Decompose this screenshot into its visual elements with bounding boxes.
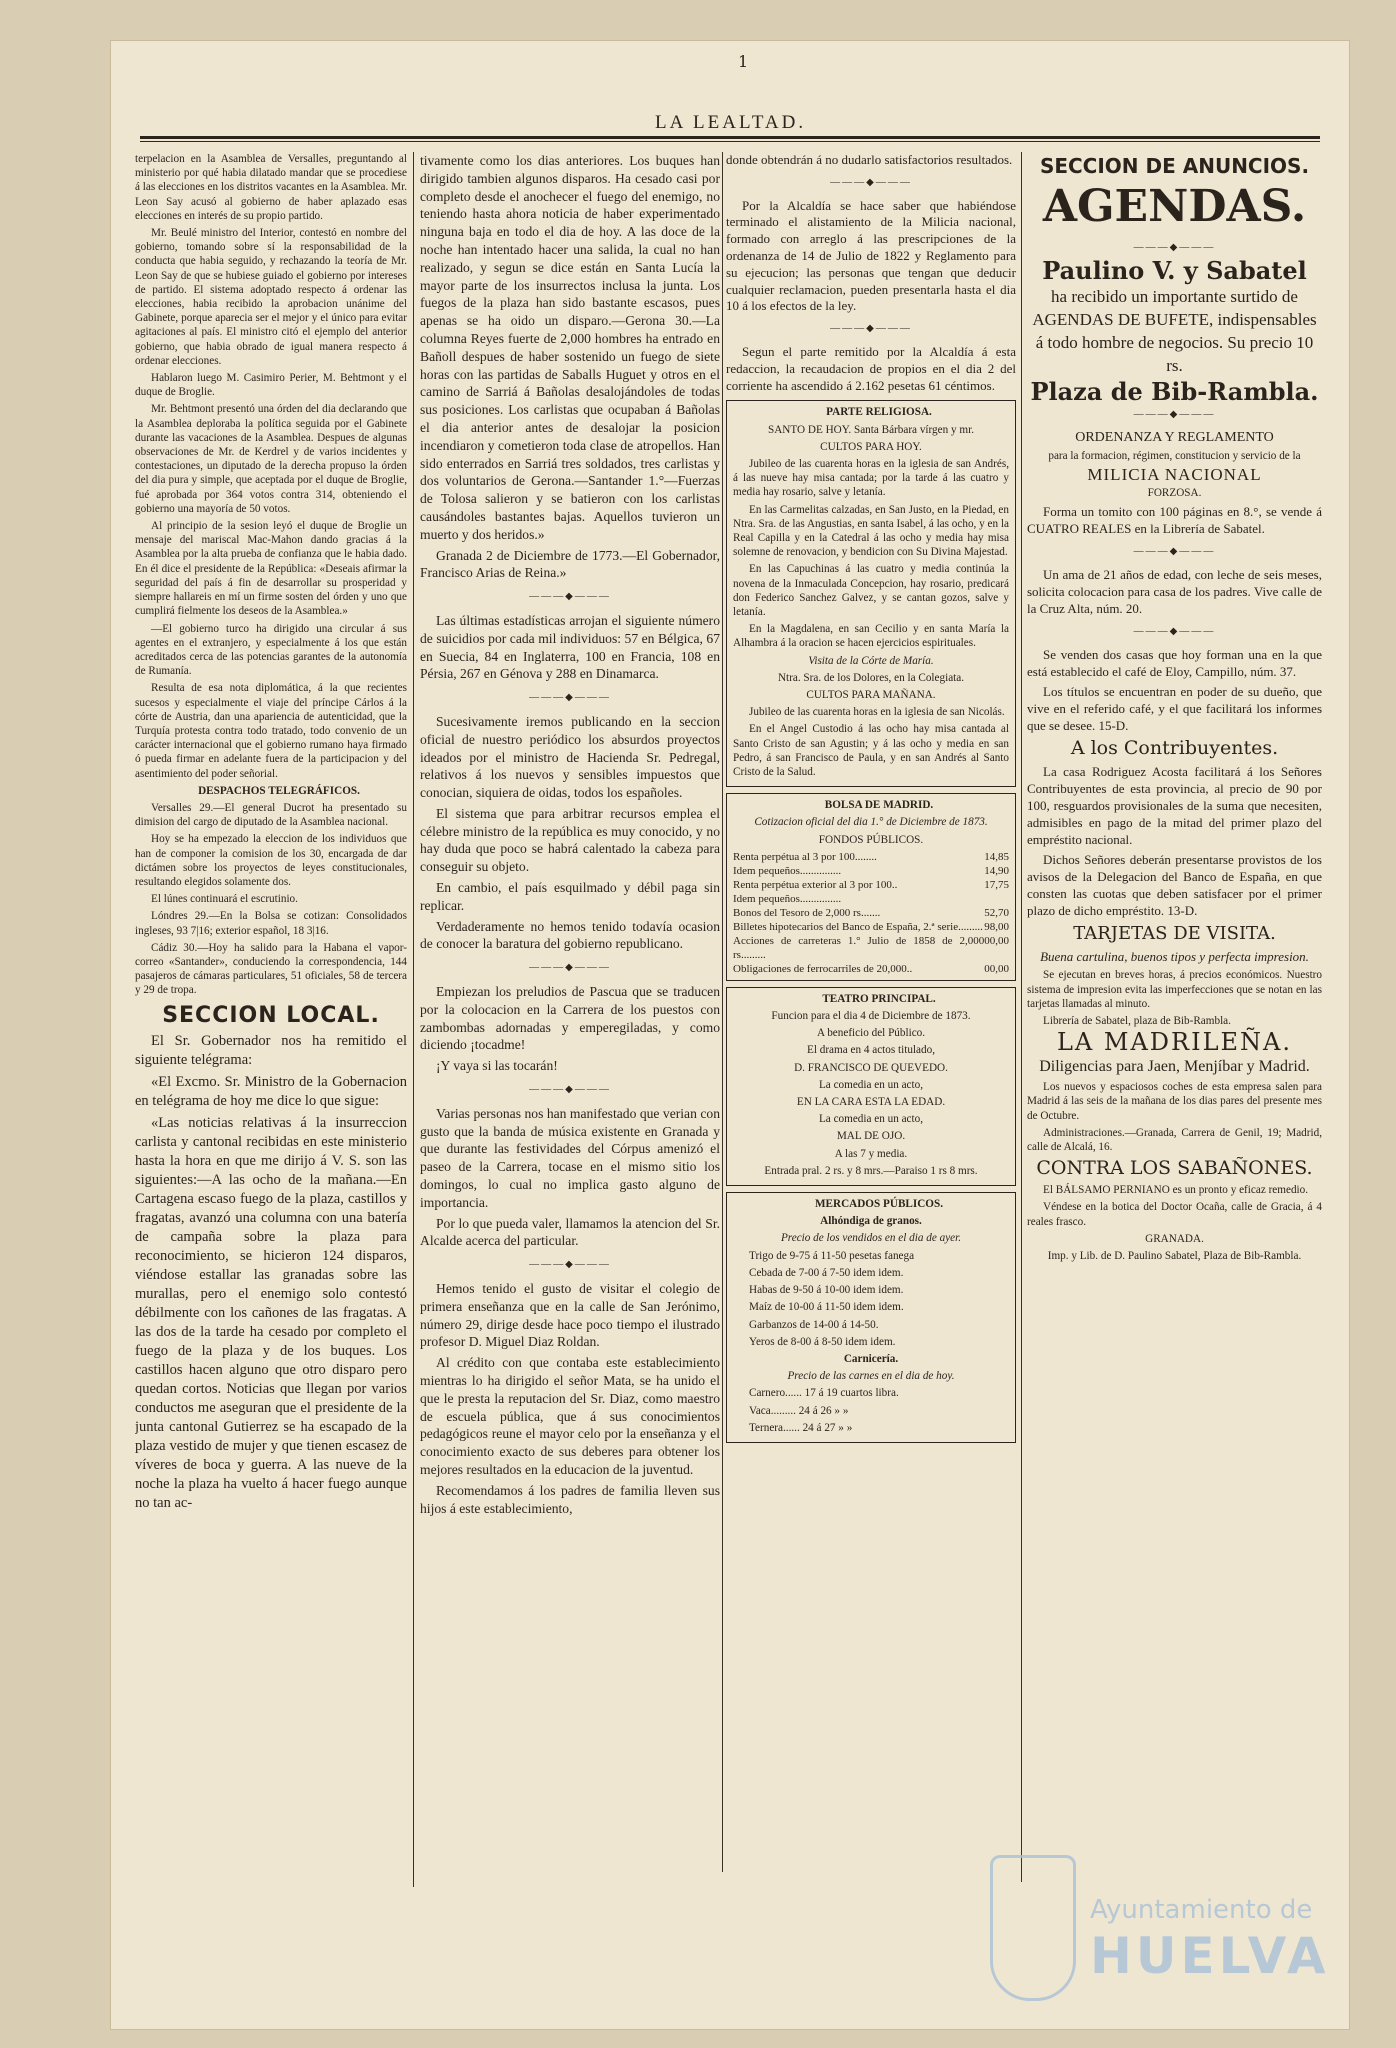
paragraph: En la Magdalena, en san Cecilio y en santa María la Alhambra á la oracion se hacen ejercicios espirituales. <box>733 623 1009 650</box>
section-heading: MERCADOS PÚBLICOS. <box>814 1198 944 1211</box>
row-label: Acciones de carreteras 1.° Julio de 1858 de 2,000 rs......... <box>733 934 985 961</box>
paragraph: Por lo que pueda valer, llamamos la atencion del Sr. Alcalde acerca del particular. <box>420 1215 720 1249</box>
column-1 <box>135 152 407 1952</box>
page-mark: 1 <box>738 52 749 71</box>
ornament-divider: ———◆——— <box>830 323 912 335</box>
row-value: 00,00 <box>984 934 1009 947</box>
line: Maíz de 10-00 á 11-50 idem idem. <box>749 1301 904 1314</box>
ad-text: Se venden dos casas que hoy forman una en la que está establecido el café de Eloy, Campillo, núm. 37. <box>1027 647 1322 680</box>
subheading: Carnicería. <box>843 1352 899 1365</box>
ornament-divider: ———◆——— <box>1133 546 1216 558</box>
ad-text: Véndese en la botica del Doctor Ocaña, calle de Gracia, á 4 reales frasco. <box>1027 1201 1322 1228</box>
line: Habas de 9-50 á 10-00 idem idem. <box>749 1284 904 1297</box>
table-row <box>733 878 1009 892</box>
paragraph: Empiezan los preludios de Pascua que se traducen por la colocacion en la Carrera de los puestos con zambombas adornadas y emperegiladas, y como diciendo ¡tocadme! <box>420 984 720 1053</box>
subheading: Alhóndiga de granos. <box>820 1215 922 1228</box>
paragraph: Hablaron luego M. Casimiro Perier, M. Behtmont y el duque de Broglie. <box>135 372 407 399</box>
ornament-divider: ———◆——— <box>830 176 912 188</box>
column-3 <box>726 152 1016 1872</box>
header-rule <box>140 136 1320 139</box>
shield-icon <box>990 1855 1076 2001</box>
ad-text: Los títulos se encuentran en poder de su dueño, que vive en el referido café, y el que facilitará los informes que se desee. 15-D. <box>1027 684 1322 734</box>
table-row <box>733 864 1009 878</box>
ad-text: Los nuevos y espaciosos coches de esta empresa salen para Madrid á las seis de la mañana de los dias pares del presente mes de Octubre. <box>1027 1081 1322 1122</box>
imprint: Imp. y Lib. de D. Paulino Sabatel, Plaza de Bib-Rambla. <box>1047 1250 1302 1263</box>
paragraph: Al principio de la sesion leyó el duque de Broglie un mensaje del mariscal Mac-Mahon dando gracias á la Asamblea por la alta prueba de confianza que le habia dado. En él dice el presidente de la República: «Deseais afirmar la seguridad del país á fin de desarrollar su prosperidad y siempre hallareis en mí un firme sosten del órden y uno que cumplirá fielmente los deseos de la Asamblea.» <box>135 520 407 618</box>
paragraph: ¡Y vaya si las tocarán! <box>436 1058 558 1074</box>
markets-section <box>726 1192 1016 1443</box>
line: La comedia en un acto, <box>818 1078 924 1091</box>
section-title: SECCION DE ANUNCIOS. <box>1039 154 1310 178</box>
table-row <box>733 962 1009 976</box>
table-row <box>733 906 1009 920</box>
line: Entrada pral. 2 rs. y 8 mrs.—Paraiso 1 rs 8 mrs. <box>764 1164 978 1177</box>
paragraph: En cambio, el país esquilmado y débil paga sin replicar. <box>420 880 720 913</box>
stock-exchange-section <box>726 793 1016 981</box>
ad-text: Librería de Sabatel, plaza de Bib-Rambla. <box>1043 1015 1231 1028</box>
column-divider <box>1021 152 1022 1882</box>
ornament-divider: ———◆——— <box>1133 409 1216 420</box>
paragraph: Resulta de esa nota diplomática, á la que recientes sucesos y especialmente el viaje del príncipe Cárlos á la córte de Austria, dan una apariencia de autenticidad, que la Turquía protesta contra todo tratado, todo convenio de un carácter internacional que el gobierno rumano haya firmado ó pueda firmar en adelante fuera de la participacion y del asentimiento del poder señorial. <box>135 682 407 780</box>
row-label: Bonos del Tesoro de 2,000 rs....... <box>733 906 881 919</box>
ad-subheadline: Plaza de Bib-Rambla. <box>1030 377 1319 406</box>
ornament-divider: ———◆——— <box>1133 626 1216 638</box>
ad-text: ha recibido un importante surtido de AGENDAS DE BUFETE, indispensables á todo hombre de negocios. Su precio 10 rs. <box>1032 287 1317 375</box>
row-label: Billetes hipotecarios del Banco de España, 2.ª serie......... <box>733 920 983 933</box>
ornament-divider: ———◆——— <box>529 692 611 704</box>
line: Funcion para el dia 4 de Diciembre de 1873. <box>771 1010 971 1023</box>
section-heading: TEATRO PRINCIPAL. <box>822 992 936 1005</box>
ad-text: La casa Rodriguez Acosta facilitará á los Señores Contribuyentes de esta provincia, al precio de 90 por 100, resguardos provisionales de la suma que necesiten, admisibles en pago de la mitad del primer plazo del empréstito nacional. <box>1027 764 1322 848</box>
table-row <box>733 920 1009 934</box>
row-value: 14,85 <box>984 850 1009 863</box>
line: La comedia en un acto, <box>818 1113 924 1126</box>
table-row <box>733 850 1009 864</box>
ad-text: Forma un tomito con 100 páginas en 8.°, se vende á CUATRO REALES en la Librería de Sabatel. <box>1027 504 1322 537</box>
row-label: Idem pequeños............... <box>733 864 842 877</box>
row-label: Idem pequeños............... <box>733 892 842 905</box>
paragraph: tivamente como los dias anteriores. Los buques han dirigido tambien algunos disparos. Ha cesado casi por completo desde el anochecer el fuego del enemigo, no teniendo hasta ahora noticia de haber experimentado ninguna baja en todo el dia de hoy. A las doce de la noche han intentado hacer una salida, la cual no han realizado, y segun se dice están en Santa Lucía la mayor parte de los insurrectos inclusa la junta. Los fuegos de la plaza han sido bastante escasos, pues apenas se ha oido un disparo.—Gerona 30.—La columna Reyes fuerte de 2,000 hombres ha entrado en Bañoll despues de haber sostenido un fuego de siete horas con las partidas de Saballs Huguet y otros en el camino de Sarriá á Bañolas desalojándoles de todas sus posiciones. Los carlistas que ocupaban á Bañolas el dia anterior antes de desalojar la posicion incendiaron y cometieron toda clase de atropellos. Han sido enterrados en Sarriá tres soldados, tres carlistas y dos voluntarios de Gerona.—Santander 1.°—Fuerzas de Tolosa salieron y se batieron con los carlistas causándoles bastantes bajas. Aquellos tuvieron un muerto y dos heridos.» <box>420 153 720 542</box>
column-divider <box>413 152 414 1887</box>
header-rule-thin <box>140 141 1320 142</box>
row-value: 17,75 <box>984 878 1009 891</box>
ad-title: MILICIA NACIONAL <box>1087 465 1262 485</box>
column-4 <box>1027 152 1322 1882</box>
section-heading: DESPACHOS TELEGRÁFICOS. <box>198 784 360 797</box>
paragraph: Cádiz 30.—Hoy ha salido para la Habana el vapor-correo «Santander», conduciendo la correspondencia, 144 pasajeros de cámaras particulares, 51 oficiales, 58 de tercera y 29 de tropa. <box>135 941 407 997</box>
row-value: 52,70 <box>984 906 1009 919</box>
paragraph: donde obtendrán á no dudarlo satisfactorios resultados. <box>726 152 1013 167</box>
ad-headline: CONTRA LOS SABAÑONES. <box>1036 1157 1313 1180</box>
line: Ternera...... 24 á 27 » » <box>749 1421 853 1434</box>
paragraph: Al crédito con que contaba este establecimiento mientras lo ha dirigido el señor Mata, se ha unido el que le presta la reputacion del Sr. Diaz, como maestro de escuela pública, que á sus conocimientos pedagógicos reune el mayor celo por la enseñanza y el conocimiento exacto de sus deberes para obtener los mejores resultados en la educacion de la juventud. <box>420 1355 720 1477</box>
ad-text: Un ama de 21 años de edad, con leche de seis meses, solicita colocacion para casa de los padres. Vive calle de la Cruz Alta, núm. 20. <box>1027 567 1322 617</box>
ad-subheadline: Paulino V. y Sabatel <box>1042 256 1307 285</box>
imprint-city: GRANADA. <box>1145 1232 1204 1245</box>
line: Yeros de 8-00 á 8-50 idem idem. <box>749 1335 896 1348</box>
line: Vaca......... 24 á 26 » » <box>749 1404 849 1417</box>
row-value: 00,00 <box>984 962 1009 975</box>
column-divider <box>722 152 723 1872</box>
paragraph: El lúnes continuará el escrutinio. <box>151 893 298 906</box>
line: D. FRANCISCO DE QUEVEDO. <box>794 1061 948 1074</box>
paragraph: Hemos tenido el gusto de visitar el colegio de primera enseñanza que en la calle de San Jerónimo, número 29, dirige desde hace poco tiempo el ilustrado profesor D. Miguel Diaz Roldan. <box>420 1281 720 1350</box>
ornament-divider: ———◆——— <box>529 962 611 974</box>
row-label: Renta perpétua al 3 por 100........ <box>733 850 877 863</box>
paragraph: terpelacion en la Asamblea de Versalles, preguntando al ministerio por qué habia dilatado mandar que se procediese á las elecciones en los distritos vacantes en la Asamblea. Mr. Leon Say acusó al gobierno de haber aplazado esas elecciones en interés de su propio partido. <box>135 153 407 222</box>
ad-subheadline: Buena cartulina, buenos tipos y perfecta impresion. <box>1040 949 1309 965</box>
row-value: 98,00 <box>984 920 1009 933</box>
ad-title: ORDENANZA Y REGLAMENTO <box>1075 430 1274 445</box>
line: Garbanzos de 14-00 á 14-50. <box>749 1318 879 1331</box>
paragraph: Sucesivamente iremos publicando en la seccion oficial de nuestro periódico los absurdos proyectos ideados por el ministro de Hacienda Sr. Pedregal, relativos á los nuevos y sensibles impuestos que conocian, siquiera de oidas, todos los españoles. <box>420 713 720 801</box>
column-2 <box>420 152 720 1882</box>
subheading: Precio de las carnes en el dia de hoy. <box>787 1370 955 1383</box>
line: MAL DE OJO. <box>836 1130 906 1143</box>
paragraph: Granada 2 de Diciembre de 1773.—El Gobernador, Francisco Arias de Reina.» <box>420 547 720 581</box>
paragraph: Por la Alcaldía se hace saber que habiéndose terminado el alistamiento de la Milicia nacional, formado con arreglo á las prescripciones de la ordenanza de 14 de Julio de 1822 y Reglamento para su ejecucion; las personas que tengan que deducir cualquier reclamacion, pueden presentarla hasta el dia 10 á los efectos de la ley. <box>726 197 1016 314</box>
paragraph: Verdaderamente no hemos tenido todavía ocasion de conocer la baratura del gobierno republicano. <box>420 918 720 952</box>
subheading: Cotizacion oficial del dia 1.° de Diciembre de 1873. <box>754 816 988 829</box>
ad-text: El BÁLSAMO PERNIANO es un pronto y eficaz remedio. <box>1043 1184 1309 1197</box>
line: El drama en 4 actos titulado, <box>807 1044 935 1057</box>
line: Trigo de 9-75 á 11-50 pesetas fanega <box>749 1249 915 1262</box>
ad-headline: TARJETAS DE VISITA. <box>1073 923 1276 945</box>
ad-headline: LA MADRILEÑA. <box>1056 1028 1292 1057</box>
subheading: Precio de los vendidos en el dia de ayer. <box>780 1232 962 1245</box>
section-heading: BOLSA DE MADRID. <box>824 799 934 812</box>
paragraph: Varias personas nos han manifestado que verian con gusto que la banda de música existente en Granada y que durante las festividades del Córpus amenizó el paseo de la Carrera, tocase en el mismo sitio los domingos, lo cual no implica gasto alguno de importancia. <box>420 1105 720 1210</box>
theatre-section <box>726 987 1016 1186</box>
masthead: LA LEALTAD. <box>655 112 807 133</box>
paragraph: En el Angel Custodio á las ocho hay misa cantada al Santo Cristo de san Agustin; y á las ocho y media en san Pedro, á san Francisco de Paula, y en san Andrés al Santo Cristo de la Salud. <box>733 723 1009 779</box>
line: Carnero...... 17 á 19 cuartos libra. <box>749 1387 899 1400</box>
paragraph: Versalles 29.—El general Ducrot ha presentado su dimision del cargo de diputado de la Asamblea nacional. <box>135 801 407 829</box>
paragraph: Recomendamos á los padres de familia lleven sus hijos á este establecimiento, <box>420 1482 720 1516</box>
table-row <box>733 892 1009 906</box>
line: A beneficio del Público. <box>816 1027 926 1040</box>
section-heading: PARTE RELIGIOSA. <box>826 406 932 419</box>
subheading: CULTOS PARA MAÑANA. <box>806 689 936 702</box>
ad-headline: AGENDAS. <box>1042 181 1307 232</box>
paragraph: «El Excmo. Sr. Ministro de la Gobernacion en telégrama de hoy me dice lo que sigue: <box>135 1073 407 1109</box>
ornament-divider: ———◆——— <box>529 1084 611 1096</box>
ad-text: Dichos Señores deberán presentarse provistos de los avisos de la Delegacion del Banco de España, en que consten las cuotas que deben satisfacer por el primer plazo de dicho empréstito. 13-D. <box>1027 852 1322 919</box>
subheading: Visita de la Córte de María. <box>808 654 934 667</box>
paragraph: En las Capuchinas á las cuatro y media continúa la novena de la Inmaculada Concepcion, hay rosario, predicará don Federico Sanchez Galvez, y se cantan gozos, salve y letanía. <box>733 563 1009 618</box>
ad-text: Administraciones.—Granada, Carrera de Genil, 19; Madrid, calle de Alcalá, 16. <box>1027 1126 1322 1154</box>
ad-text: FORZOSA. <box>1147 487 1202 500</box>
paragraph: Jubileo de las cuarenta horas en la iglesia de san Andrés, á las nueve hay misa cantada; por la tarde á las cuatro y media hay rosario, salve y letanía. <box>733 457 1009 499</box>
paragraph: El sistema que para arbitrar recursos emplea el célebre ministro de la república es muy conocido, y no hay duda que poco se habrá calentado la cabeza para conseguir su objeto. <box>420 805 720 875</box>
paragraph: Lóndres 29.—En la Bolsa se cotizan: Consolidados ingleses, 93 7|16; exterior español, 18 3|16. <box>135 910 407 937</box>
watermark-text: HUELVA <box>1090 1927 1330 1985</box>
watermark-logo <box>990 1855 1330 2005</box>
line: EN LA CARA ESTA LA EDAD. <box>796 1096 946 1109</box>
paragraph: Las últimas estadísticas arrojan el siguiente número de suicidios por cada mil individuos: 57 en Bélgica, 67 en Suecia, 84 en Inglaterra, 100 en Francia, 108 en Pérsia, 267 en Génova y 288 en Dinamarca. <box>420 612 720 682</box>
row-value: 14,90 <box>984 864 1009 877</box>
ad-headline: A los Contribuyentes. <box>1070 737 1279 760</box>
paragraph: Mr. Beulé ministro del Interior, contestó en nombre del gobierno, tomando sobre sí la responsabilidad de la conducta que habia seguido, y rechazando la teoría de Mr. Leon Say de que se hubiese guiado el gobierno por intereses de partido. El sistema adoptado respecto á ordenar las elecciones, habia recibido la aprobacion unánime del Gabinete, porque aparecia ser el mejor y el único para evitar agitaciones al país. El ministro citó el ejemplo del anterior gobierno, que habia obrado de igual manera respecto á ordenar elecciones. <box>135 227 407 367</box>
paragraph: En las Carmelitas calzadas, en San Justo, en la Piedad, en Ntra. Sra. de las Angustias, en santa Isabel, á las ocho, y en la Real Capilla y en la Catedral á las ocho y media hay misa solemne de renovacion, y bendicion con Su Divina Majestad. <box>733 503 1009 559</box>
line: Cebada de 7-00 á 7-50 idem idem. <box>749 1266 904 1279</box>
paragraph: —El gobierno turco ha dirigido una circular á sus agentes en el extranjero, y especialmente á los que están acreditados cerca de las potencias garantes de la autonomía de Rumanía. <box>135 622 407 678</box>
paragraph: Hoy se ha empezado la eleccion de los individuos que han de componer la comision de los 30, encargada de dar dictámen sobre los proyectos de leyes constitucionales, resultando elegidos solamente dos. <box>135 833 407 888</box>
ornament-divider: ———◆——— <box>529 1259 611 1271</box>
section-title: SECCION LOCAL. <box>162 1002 380 1028</box>
row-label: Renta perpétua exterior al 3 por 100.. <box>733 878 898 891</box>
ad-text: Se ejecutan en breves horas, á precios económicos. Nuestro sistema de impresion evita las imperfecciones que se notan en las tarjetas llamadas al minuto. <box>1027 969 1322 1010</box>
row-label: Obligaciones de ferrocarriles de 20,000.. <box>733 962 913 975</box>
religious-section <box>726 400 1016 787</box>
watermark-text: Ayuntamiento de <box>1090 1895 1313 1925</box>
subheading: FONDOS PÚBLICOS. <box>818 833 924 846</box>
ornament-divider: ———◆——— <box>529 591 611 603</box>
paragraph: Jubileo de las cuarenta horas en la iglesia de san Nicolás. <box>749 706 1005 719</box>
paragraph: El Sr. Gobernador nos ha remitido el siguiente telégrama: <box>135 1032 407 1068</box>
saint-of-day: SANTO DE HOY. Santa Bárbara vírgen y mr. <box>767 423 974 436</box>
subheading: CULTOS PARA HOY. <box>820 440 922 453</box>
paragraph: «Las noticias relativas á la insurreccion carlista y cantonal recibidas en este ministerio hasta la hora en que me dirijo á V. S. son las siguientes:—A las ocho de la mañana.—En Cartagena escaso fuego de la plaza, castillos y fragatas, avanzó una columna con una batería de campaña sobre la plaza para reconocimiento, se hicieron 124 disparos, viéndose estallar las granadas sobre las murallas, pero el enemigo solo contestó débilmente con los cañones de las fragatas. A las dos de la tarde ha cesado por completo el fuego de la plaza y de los buques. Los castillos hacen alguno que otro disparo pero quedan cortos. Noticias que llegan por varios conductos me aseguran que el presidente de la junta cantonal Gutierrez se ha escapado de la plaza vestido de mujer y que tienen escasez de víveres de boca y guerra. A las nueve de la noche la plaza ha vuelto á hacer fuego aunque no tan ac- <box>135 1114 407 1511</box>
ad-subheadline: Diligencias para Jaen, Menjíbar y Madrid. <box>1039 1058 1310 1076</box>
paragraph: Segun el parte remitido por la Alcaldía á esta redaccion, la recaudacion de propios en el dia 2 del corriente ha ascendido á 2.162 pesetas 61 céntimos. <box>726 343 1016 393</box>
ad-text: para la formacion, régimen, constitucion y servicio de la <box>1048 450 1301 462</box>
paragraph: Ntra. Sra. de los Dolores, en la Colegiata. <box>777 671 965 684</box>
paragraph: Mr. Behtmont presentó una órden del dia declarando que la Asamblea deploraba la política seguida por el Gabinete durante las vacaciones de la Asamblea. Despues de algunas observaciones de Mr. de Kerdrel y de varios incidentes y contestaciones, un diputado de la derecha propuso la órden del dia pura y simple, que aceptada por el duque de Broglie, fué aprobada por 364 votos contra 314, obteniendo el gobierno una mayoría de 50 votos. <box>135 403 407 515</box>
line: A las 7 y media. <box>834 1147 908 1160</box>
ornament-divider: ———◆——— <box>1133 242 1216 253</box>
table-row <box>733 934 1009 962</box>
